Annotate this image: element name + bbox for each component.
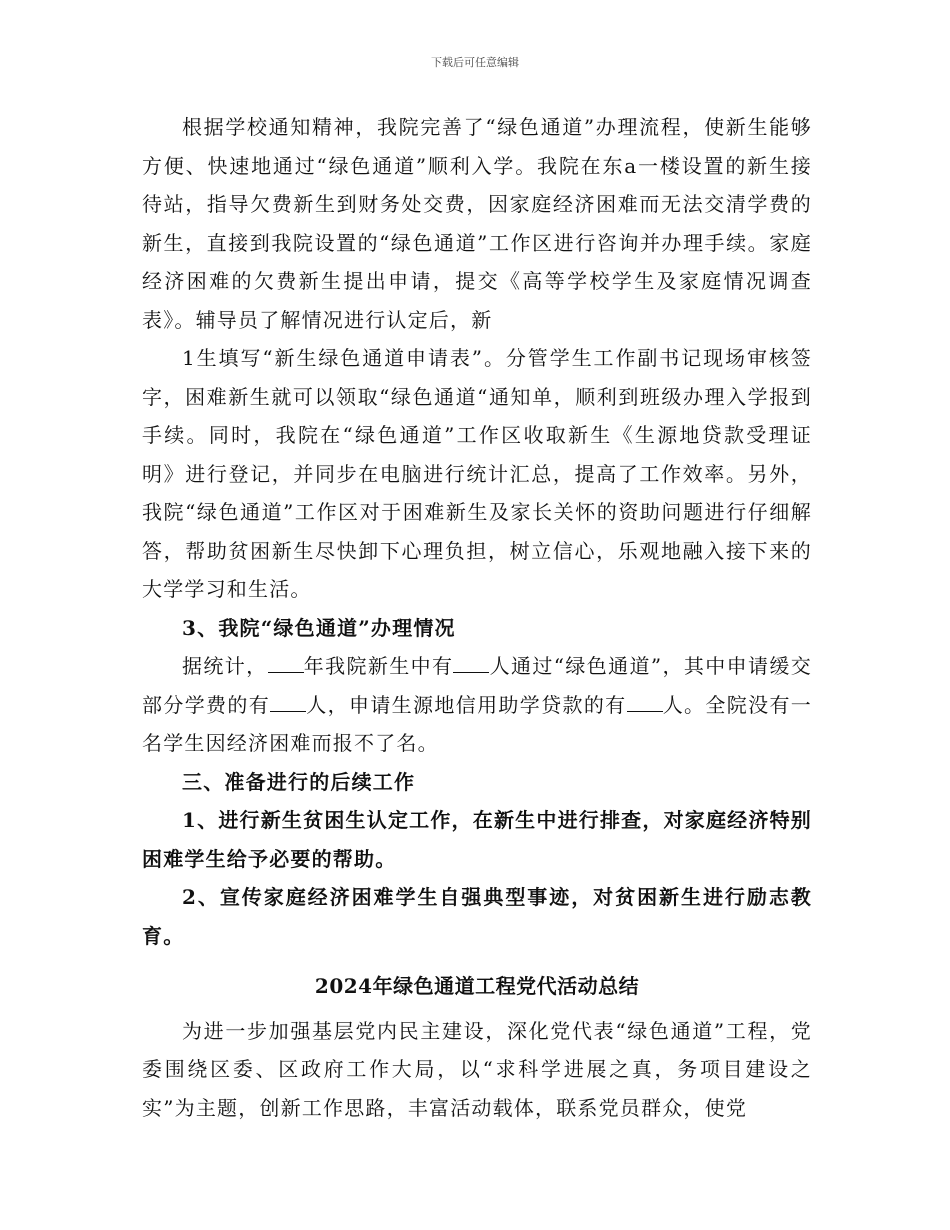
blank-deferred <box>270 695 306 712</box>
paragraph-application-procedure: 1生填写“新生绿色通道申请表”。分管学生工作副书记现场审核签字，困难新生就可以领取“绿色通道“通知单，顺利到班级办理入学报到手续。同时，我院在“绿色通道”工作区收取新生《生源地贷款受理证明》进行登记，并同步在电脑进行统计汇总，提高了工作效率。另外，我院“绿色通道”工作区对于困难新生及家长关怀的资助问题进行仔细解答，帮助贫困新生尽快卸下心理负担，树立信心，乐观地融入接下来的大学学习和生活。 <box>142 346 812 601</box>
paragraph-party-work-intro: 为进一步加强基层党内民主建设，深化党代表“绿色通道”工程，党委围绕区委、区政府工作大局，以“求科学进展之真，务项目建设之实”为主题，创新工作思路，丰富活动载体，联系党员群众，使党 <box>142 1018 812 1120</box>
stat-text-4: 人，申请生源地信用助学贷款的有 <box>306 692 627 717</box>
stat-text-2: 年我院新生中有 <box>303 654 454 678</box>
paragraph-statistics <box>142 647 812 763</box>
section-heading-followup: 三、准备进行的后续工作 <box>182 769 416 794</box>
followup-item-2: 2、宣传家庭经济困难学生自强典型事迹，对贫困新生进行励志教育。 <box>142 885 812 948</box>
stat-text-1: 据统计， <box>182 654 268 678</box>
page-header: 下载后可任意编辑 <box>431 56 519 69</box>
document-body <box>142 108 812 1127</box>
stat-text-5: 人。全院没有一名学生因经济困难而报不了名。 <box>142 692 813 755</box>
blank-count <box>453 656 489 673</box>
blank-year <box>268 656 304 673</box>
followup-item-1: 1、进行新生贫困生认定工作，在新生中进行排查，对家庭经济特别困难学生给予必要的帮助。 <box>142 808 812 871</box>
paragraph-green-channel-process: 根据学校通知精神，我院完善了“绿色通道”办理流程，使新生能够方便、快速地通过“绿色通道”顺利入学。我院在东a一楼设置的新生接待站，指导欠费新生到财务处交费，因家庭经济困难而无法交清学费的新生，直接到我院设置的“绿色通道”工作区进行咨询并办理手续。家庭经济困难的欠费新生提出申请，提交《高等学校学生及家庭情况调查表》。辅导员了解情况进行认定后，新 <box>142 115 812 332</box>
blank-loan <box>627 695 663 712</box>
stat-text-3: 人通过“绿色通道”，其中申请缓交部分学费的有 <box>142 654 812 717</box>
section-heading-handling-status: 3、我院“绿色通道”办理情况 <box>182 615 456 640</box>
document-title: 2024年绿色通道工程党代活动总结 <box>314 974 640 998</box>
